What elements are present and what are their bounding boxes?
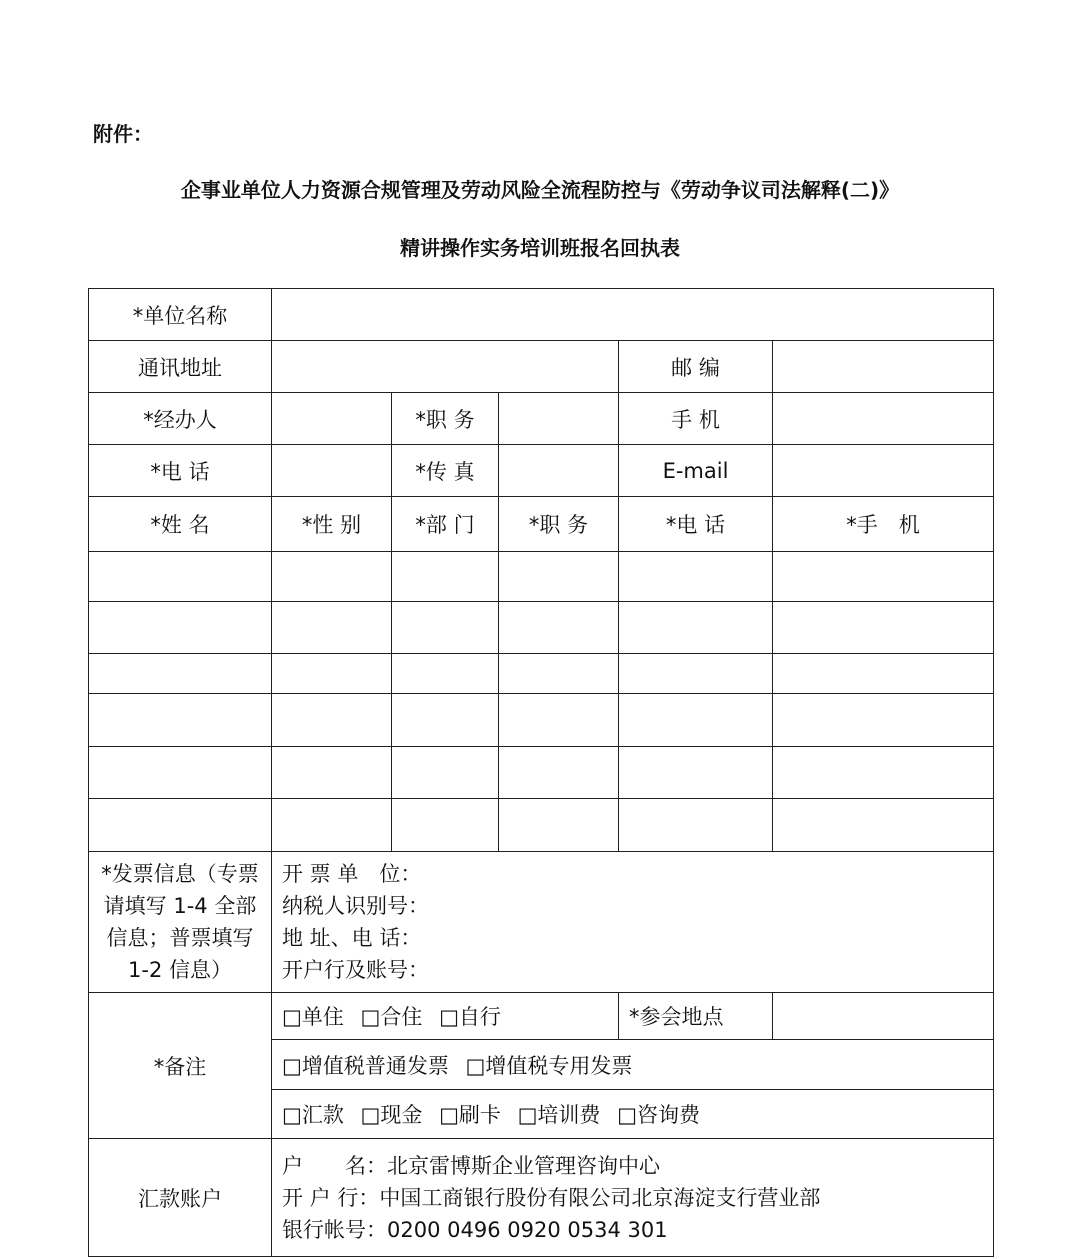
attendee-row [89,654,994,694]
handler-position-label: *职 务 [392,393,499,445]
attendee-gender-cell[interactable] [272,654,392,694]
attendee-name-cell[interactable] [89,694,272,747]
lodging-options [272,993,619,1040]
attendee-name-cell[interactable] [89,799,272,852]
cash-checkbox[interactable]: □现金 [360,1103,423,1127]
consulting-fee-checkbox[interactable]: □咨询费 [617,1103,700,1127]
payment-options [272,1090,994,1139]
attendee-name-cell[interactable] [89,654,272,694]
attendee-phone-cell[interactable] [619,552,773,602]
attendee-gender-cell[interactable] [272,747,392,799]
attendee-phone-cell[interactable] [619,602,773,654]
vat-normal-invoice-checkbox[interactable]: □增值税普通发票 [282,1053,449,1078]
attendee-department-cell[interactable] [392,799,499,852]
venue-label: *参会地点 [619,993,773,1040]
attendee-gender-cell[interactable] [272,694,392,747]
attendee-mobile-cell[interactable] [773,799,994,852]
handler-label: *经办人 [89,393,272,445]
account-number-line: 银行帐号：0200 0496 0920 0534 301 [282,1217,668,1242]
fax-label: *传 真 [392,445,499,497]
attendee-row [89,602,994,654]
invoice-type-options [272,1040,994,1090]
attendee-department-cell[interactable] [392,602,499,654]
attendee-phone-cell[interactable] [619,747,773,799]
attendee-phone-cell[interactable] [619,654,773,694]
attendee-position-cell[interactable] [499,654,619,694]
attendee-department-cell[interactable] [392,747,499,799]
form-title-line2: 精讲操作实务培训班报名回执表 [400,236,680,260]
attendee-mobile-cell[interactable] [773,552,994,602]
venue-field[interactable] [773,993,994,1040]
attendee-row [89,747,994,799]
card-checkbox[interactable]: □刷卡 [439,1103,501,1127]
attendee-phone-header: *电 话 [619,497,773,552]
invoice-address-phone-field: 地 址、电 话： [282,926,422,950]
attendee-position-cell[interactable] [499,694,619,747]
attendee-name-cell[interactable] [89,747,272,799]
handler-position-field[interactable] [499,393,619,445]
attendee-row [89,799,994,852]
registration-form-table [88,288,994,1257]
fax-field[interactable] [499,445,619,497]
attendee-header-row [89,497,994,552]
handler-mobile-field[interactable] [773,393,994,445]
invoice-bank-account-field: 开户行及账号： [282,958,429,982]
phone-label: *电 话 [89,445,272,497]
postcode-label: 邮 编 [619,341,773,393]
attendee-department-cell[interactable] [392,552,499,602]
attendee-mobile-cell[interactable] [773,747,994,799]
attendee-mobile-cell[interactable] [773,694,994,747]
attachment-label: 附件： [93,122,153,146]
attendee-phone-cell[interactable] [619,694,773,747]
contact-row [89,445,994,497]
attendee-gender-cell[interactable] [272,602,392,654]
attendee-position-cell[interactable] [499,799,619,852]
invoice-label-line: 请填写 1-4 全部 [103,894,257,918]
handler-mobile-label: 手 机 [619,393,773,445]
remarks-label: *备注 [89,993,272,1139]
attendee-position-header: *职 务 [499,497,619,552]
address-row [89,341,994,393]
attendee-position-cell[interactable] [499,552,619,602]
account-holder-line: 户 名：北京雷博斯企业管理咨询中心 [282,1153,660,1178]
shared-room-checkbox[interactable]: □合住 [360,1005,423,1029]
org-name-row [89,289,994,341]
attendee-position-cell[interactable] [499,747,619,799]
attendee-mobile-cell[interactable] [773,654,994,694]
single-room-checkbox[interactable]: □单住 [282,1005,344,1029]
invoice-fields[interactable] [272,852,994,993]
invoice-label-line: *发票信息（专票 [101,862,259,886]
self-arranged-checkbox[interactable]: □自行 [439,1005,501,1029]
handler-field[interactable] [272,393,392,445]
attendee-department-header: *部 门 [392,497,499,552]
remarks-lodging-row [89,993,994,1040]
attendee-mobile-cell[interactable] [773,602,994,654]
handler-row [89,393,994,445]
address-label: 通讯地址 [89,341,272,393]
attendee-row [89,694,994,747]
form-title-line1: 企事业单位人力资源合规管理及劳动风险全流程防控与《劳动争议司法解释(二)》 [180,178,900,202]
attendee-gender-header: *性 别 [272,497,392,552]
account-row [89,1139,994,1257]
phone-field[interactable] [272,445,392,497]
org-name-label: *单位名称 [89,289,272,341]
email-field[interactable] [773,445,994,497]
org-name-field[interactable] [272,289,994,341]
transfer-checkbox[interactable]: □汇款 [282,1103,344,1127]
attendee-phone-cell[interactable] [619,799,773,852]
training-fee-checkbox[interactable]: □培训费 [517,1103,601,1127]
email-label: E-mail [619,445,773,497]
invoice-taxpayer-id-field: 纳税人识别号： [282,894,429,918]
attendee-department-cell[interactable] [392,694,499,747]
attendee-row [89,552,994,602]
address-field[interactable] [272,341,619,393]
attendee-gender-cell[interactable] [272,552,392,602]
invoice-row [89,852,994,993]
attendee-mobile-header: *手 机 [773,497,994,552]
invoice-info-label [89,852,272,993]
account-details [272,1139,994,1257]
attendee-name-header: *姓 名 [89,497,272,552]
postcode-field[interactable] [773,341,994,393]
attendee-position-cell[interactable] [499,602,619,654]
invoice-label-line: 信息；普票填写 [106,926,254,950]
invoice-label-line: 1-2 信息） [128,958,232,982]
attendee-name-cell[interactable] [89,552,272,602]
invoice-company-field: 开 票 单 位： [282,862,422,886]
attendee-name-cell[interactable] [89,602,272,654]
attendee-department-cell[interactable] [392,654,499,694]
attendee-gender-cell[interactable] [272,799,392,852]
account-bank-line: 开 户 行：中国工商银行股份有限公司北京海淀支行营业部 [282,1185,821,1210]
account-label: 汇款账户 [89,1139,272,1257]
vat-special-invoice-checkbox[interactable]: □增值税专用发票 [465,1053,633,1078]
